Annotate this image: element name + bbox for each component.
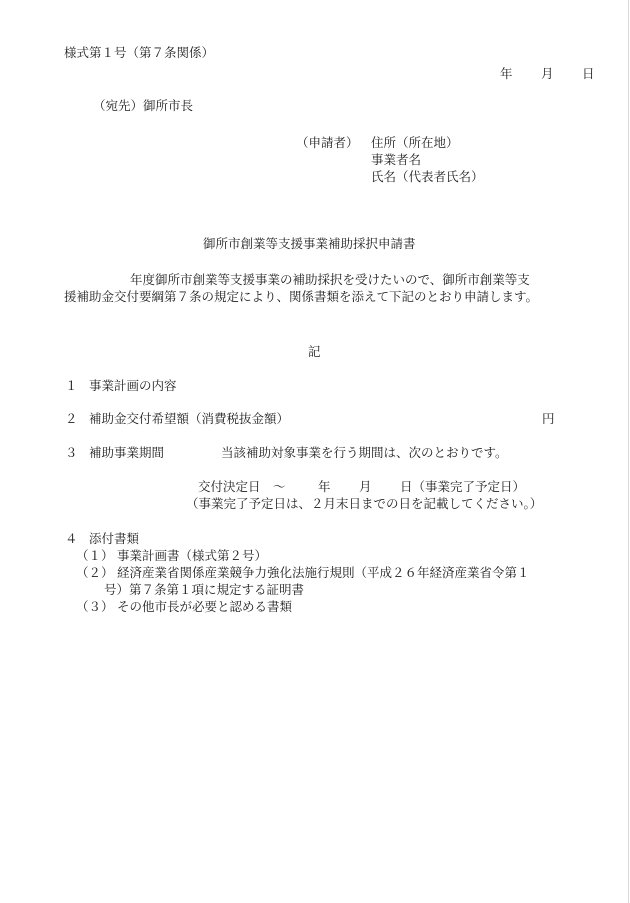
item1-label: 事業計画の内容 <box>89 378 177 393</box>
doc-2-continuation: 号）第７条第１項に規定する証明書 <box>104 582 305 597</box>
period-note: （事業完了予定日は、２月末日までの日を記載してください。） <box>186 496 543 511</box>
period-month: 月 <box>359 479 372 494</box>
item3-text: 当該補助対象事業を行う期間は、次のとおりです。 <box>221 445 508 460</box>
doc-2-text: 経済産業省関係産業競争力強化法施行規則（平成２６年経済産業省令第１ <box>117 565 530 580</box>
item1-number: １ <box>65 378 78 393</box>
document-title: 御所市創業等支援事業補助採択申請書 <box>203 236 416 251</box>
item3-label: 補助事業期間 <box>89 445 165 460</box>
doc-3-text: その他市長が必要と認める書類 <box>117 599 293 614</box>
applicant-name: 氏名（代表者氏名） <box>371 169 484 184</box>
period-day: 日（事業完了予定日） <box>400 479 526 494</box>
doc-1-number: （１） <box>76 548 114 563</box>
body-line-1: 年度御所市創業等支援事業の補助採択を受けたいので、御所市創業等支 <box>130 272 530 287</box>
right-edge-line <box>628 0 629 903</box>
addressee: （宛先）御所市長 <box>93 98 194 113</box>
date-month: 月 <box>541 66 554 81</box>
date-year: 年 <box>500 66 513 81</box>
date-day: 日 <box>582 66 595 81</box>
item4-number: ４ <box>65 531 78 546</box>
item4-label: 添付書類 <box>89 531 140 546</box>
applicant-address: 住所（所在地） <box>371 135 459 150</box>
item2-unit: 円 <box>542 411 555 426</box>
ki-heading: 記 <box>308 344 321 359</box>
item2-number: ２ <box>65 411 78 426</box>
applicant-label: （申請者） <box>296 135 359 150</box>
item2-label: 補助金交付希望額（消費税抜金額） <box>89 411 290 426</box>
doc-2-number: （２） <box>76 565 114 580</box>
period-start: 交付決定日 〜 <box>198 479 286 494</box>
period-year: 年 <box>318 479 331 494</box>
body-line-2: 援補助金交付要綱第７条の規定により、関係書類を添えて下記のとおり申請します。 <box>64 289 539 304</box>
doc-3-number: （３） <box>76 599 114 614</box>
doc-1-text: 事業計画書（様式第２号） <box>117 548 268 563</box>
form-number: 様式第１号（第７条関係） <box>64 45 215 60</box>
applicant-business-name: 事業者名 <box>371 152 422 167</box>
item3-number: ３ <box>65 445 78 460</box>
